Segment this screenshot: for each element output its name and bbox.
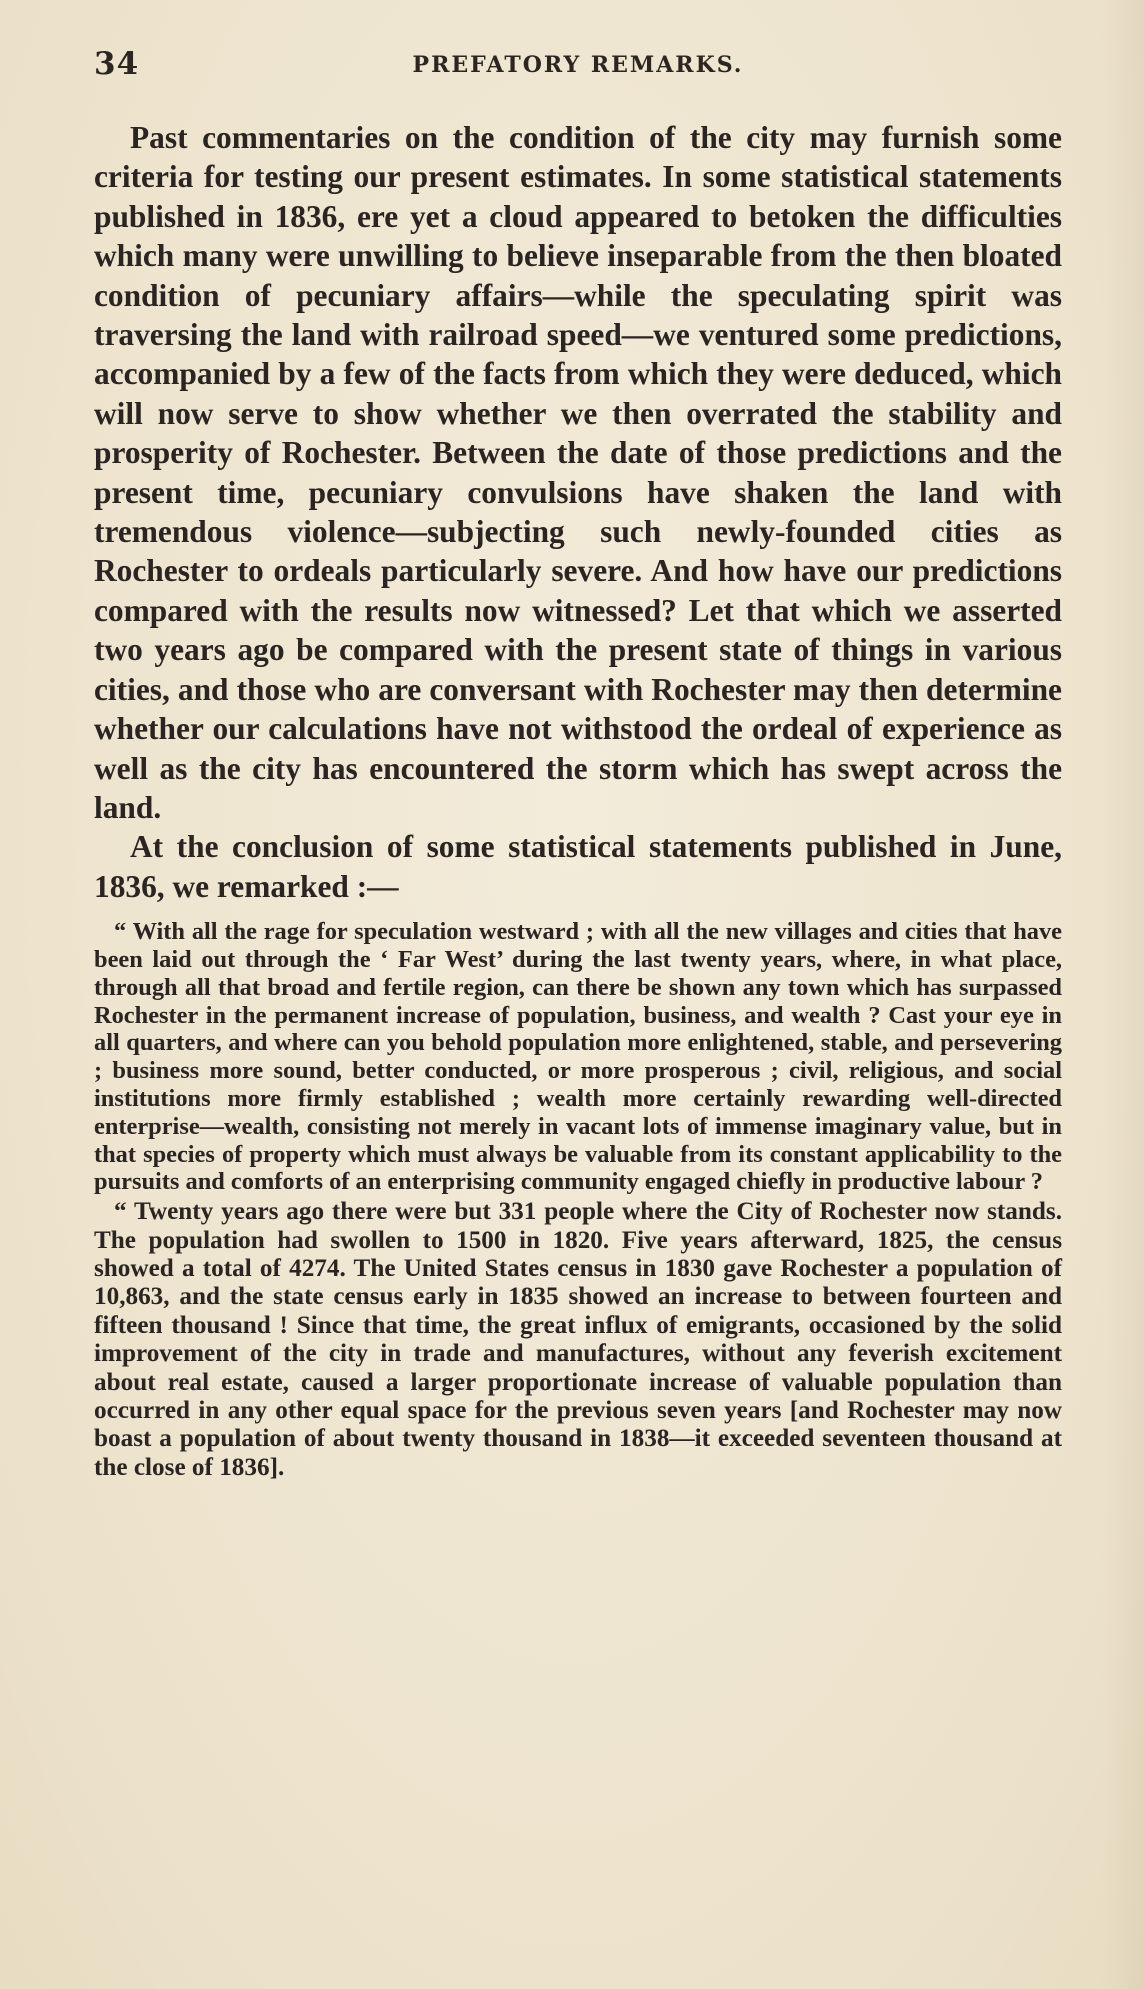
page-edge-shadow [1102, 0, 1144, 1989]
page-number: 34 [94, 46, 140, 82]
paragraph-conclusion: At the conclusion of some statistical statements published in June, 1836, we remarked :— [94, 829, 1062, 904]
quote-population: “ Twenty years ago there were but 331 people where the City of Rochester now stands. The population had swollen to 1500 in 1820. Five years afterward, 1825, the census showed a total of 4274. The United States census in 1830 gave Rochester a population of 10,863, and the state census early in 1835 showed an increase to between fourteen and fifteen thousand ! Since that time, the great influx of emigrants, occasioned by the solid improvement of the city in trade and manufactures, without any feverish excitement about real estate, caused a larger proportionate increase of valuable population than occurred in any other equal space for the previous seven years [and Rochester may now boast a population of about twenty thousand in 1838—it exceeded seventeen thousand at the close of 1836]. [94, 1198, 1062, 1481]
running-head-title: PREFATORY REMARKS. [412, 52, 744, 78]
paragraph-commentaries: Past commentaries on the condition of the city may furnish some criteria for testing our present estimates. In some statistical statements published in 1836, ere yet a cloud appeared to betoken the difficulties which many were unwilling to believe inseparable from the then bloated condition of pecuniary affairs—while the speculating spirit was traversing the land with railroad speed—we ventured some predictions, accompanied by a few of the facts from which they were deduced, which will now serve to show whether we then overrated the stability and prosperity of Rochester. Between the date of those predictions and the present time, pecuniary convulsions have shaken the land with tremendous violence—subjecting such newly-founded cities as Rochester to ordeals particularly severe. And how have our predictions compared with the results now witnessed? Let that which we asserted two years ago be compared with the present state of things in various cities, and those who are conversant with Rochester may then determine whether our calculations have not withstood the ordeal of experience as well as the city has encountered the storm which has swept across the land. [94, 120, 1062, 825]
running-head [94, 46, 1062, 86]
quote-speculation: “ With all the rage for speculation westward ; with all the new villages and cities that have been laid out through the ‘ Far West’ during the last twenty years, where, in what place, through all that broad and fertile region, can there be shown any town which has surpassed Rochester in the permanent increase of population, business, and wealth ? Cast your eye in all quarters, and where can you behold population more enlightened, stable, and persevering ; business more sound, better conducted, or more prosperous ; civil, religious, and social institutions more firmly established ; wealth more certainly rewarding well-directed enterprise—wealth, consisting not merely in vacant lots of immense imaginary value, but in that species of property which must always be valuable from its constant applicability to the pursuits and comforts of an enterprising community engaged chiefly in productive labour ? [94, 918, 1062, 1196]
page-body [94, 118, 1062, 1482]
